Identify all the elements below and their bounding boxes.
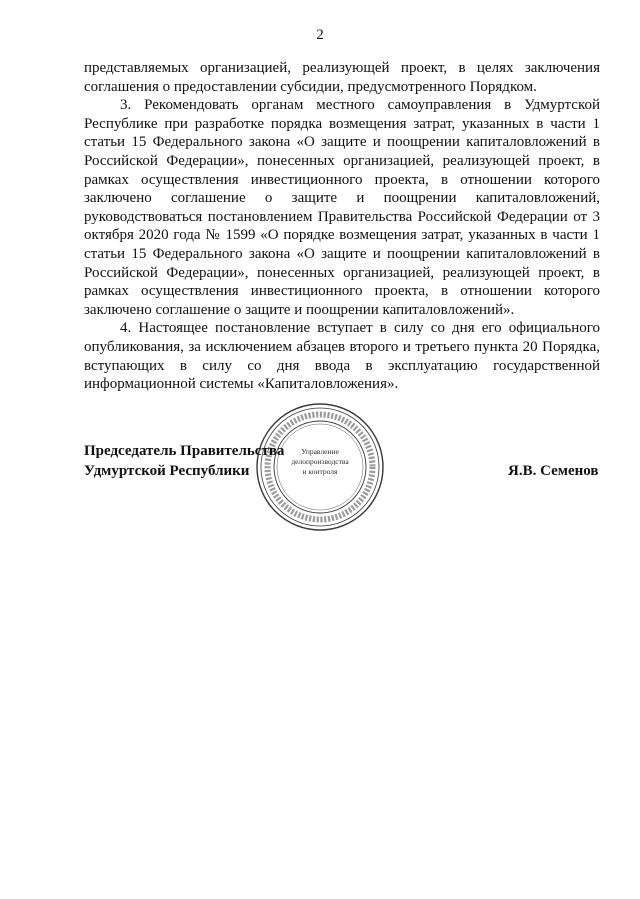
signatory-position-line2: Удмуртской Республики <box>84 463 250 479</box>
paragraph-continuation: представляемых организацией, реализующей проект, в целях заключения соглашения о предоставлении субсидии, предусмотренного Порядком. <box>84 60 600 95</box>
signatory-position-line1: Председатель Правительства <box>84 443 285 459</box>
page-number: 2 <box>316 27 324 43</box>
body-text <box>84 59 600 394</box>
signatory-position <box>84 441 284 481</box>
stamp-text: Управление делопроизводства и контроля <box>291 447 349 476</box>
signatory-name: Я.В. Семенов <box>508 463 599 479</box>
paragraph-item-3: 3. Рекомендовать органам местного самоуправления в Удмуртской Республике при разработке порядка возмещения затрат, указанных в части 1 статьи 15 Федерального закона «О защите и поощрении капиталовложений в Российской Федерации», понесенных организацией, реализующей проект, в рамках осуществления инвестиционного проекта, в отношении которого заключено соглашение о защите и поощрении капиталовложений, руководствоваться постановлением Правительства Российской Федерации от 3 октября 2020 года № 1599 «О порядке возмещения затрат, указанных в части 1 статьи 15 Федерального закона «О защите и поощрении капиталовложений в Российской Федерации», понесенных организацией, реализующей проект, в рамках осуществления инвестиционного проекта, в отношении которого заключено соглашение о защите и поощрении капиталовложений». <box>84 97 600 318</box>
paragraph-item-4: 4. Настоящее постановление вступает в силу со дня его официального опубликования, за исключением абзацев второго и третьего пункта 20 Порядка, вступающих в силу со дня ввода в эксплуатацию государственной информационной системы «Капиталовложения». <box>84 320 600 393</box>
